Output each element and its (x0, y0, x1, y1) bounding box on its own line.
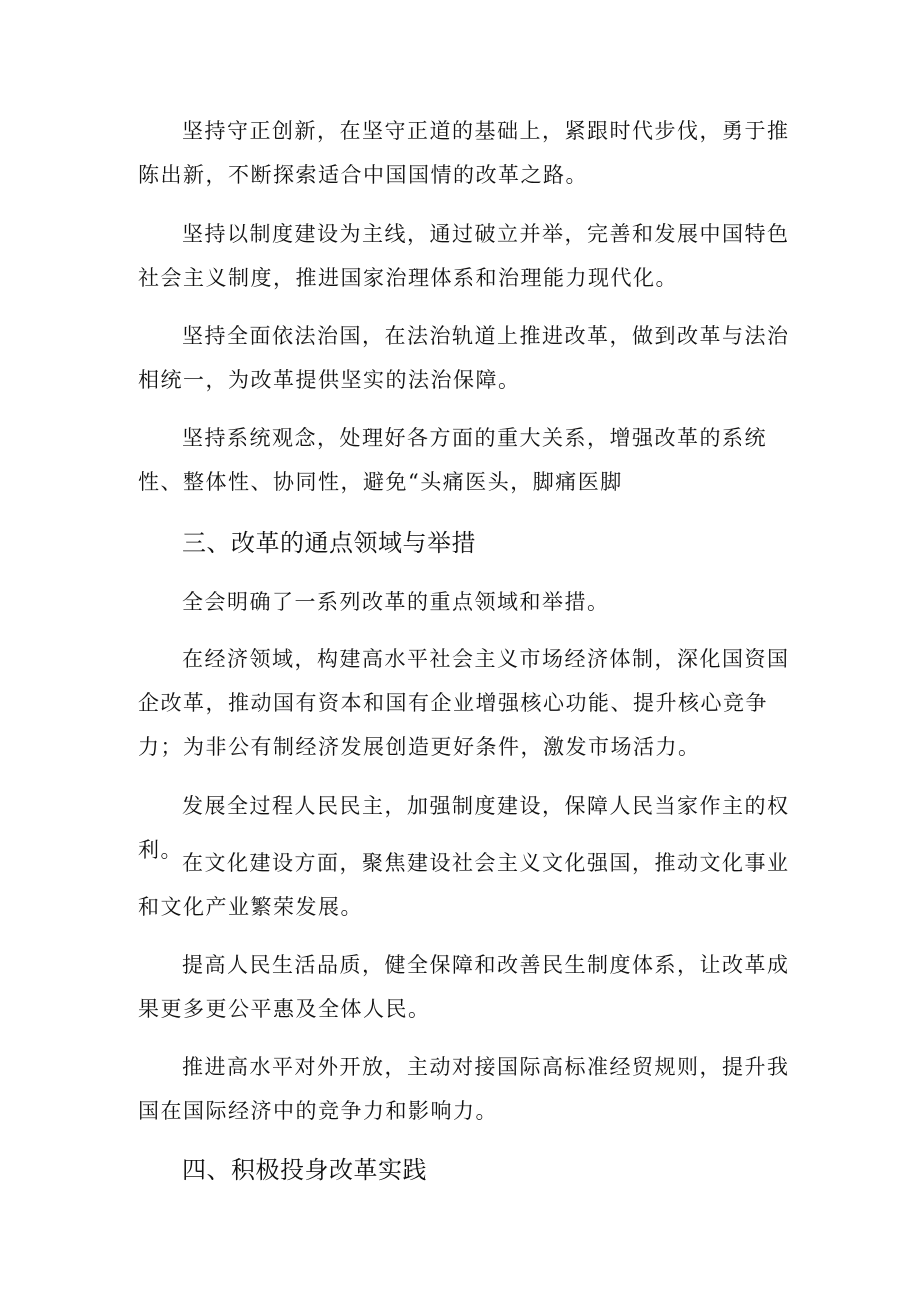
paragraph-opening-up: 推进高水平对外开放，主动对接国际高标准经贸规则，提升我国在国际经济中的竞争力和影响力。 (138, 1055, 790, 1123)
paragraph-livelihood: 提高人民生活品质，健全保障和改善民生制度体系，让改革成果更多更公平惠及全体人民。 (138, 953, 790, 1021)
paragraph-democracy: 发展全过程人民民主，加强制度建设，保障人民当家作主的权利。 (138, 794, 790, 862)
section-heading-4: 四、积极投身改革实践 (182, 1156, 427, 1184)
section-heading-3: 三、改革的通点领域与举措 (182, 529, 476, 557)
paragraph-uphold-innovation: 坚持守正创新，在坚守正道的基础上，紧跟时代步伐，勇于推陈出新，不断探索适合中国国情的改革之路。 (138, 119, 790, 187)
paragraph-key-areas-intro: 全会明确了一系列改革的重点领域和举措。 (182, 590, 610, 614)
paragraph-systems-thinking: 坚持系统观念，处理好各方面的重大关系，增强改革的系统性、整体性、协同性，避免“头痛医头，脚痛医脚 (138, 426, 767, 494)
paragraph-economic-field: 在经济领域，构建高水平社会主义市场经济体制，深化国资国企改革，推动国有资本和国有企业增强核心功能、提升核心竞争力；为非公有制经济发展创造更好条件，激发市场活力。 (138, 647, 790, 759)
paragraph-institution-building: 坚持以制度建设为主线，通过破立并举，完善和发展中国特色社会主义制度，推进国家治理体系和治理能力现代化。 (138, 222, 790, 290)
paragraph-rule-of-law: 坚持全面依法治国，在法治轨道上推进改革，做到改革与法治相统一，为改革提供坚实的法治保障。 (138, 324, 790, 392)
paragraph-culture: 在文化建设方面，聚焦建设社会主义文化强国，推动文化事业和文化产业繁荣发展。 (138, 851, 790, 919)
